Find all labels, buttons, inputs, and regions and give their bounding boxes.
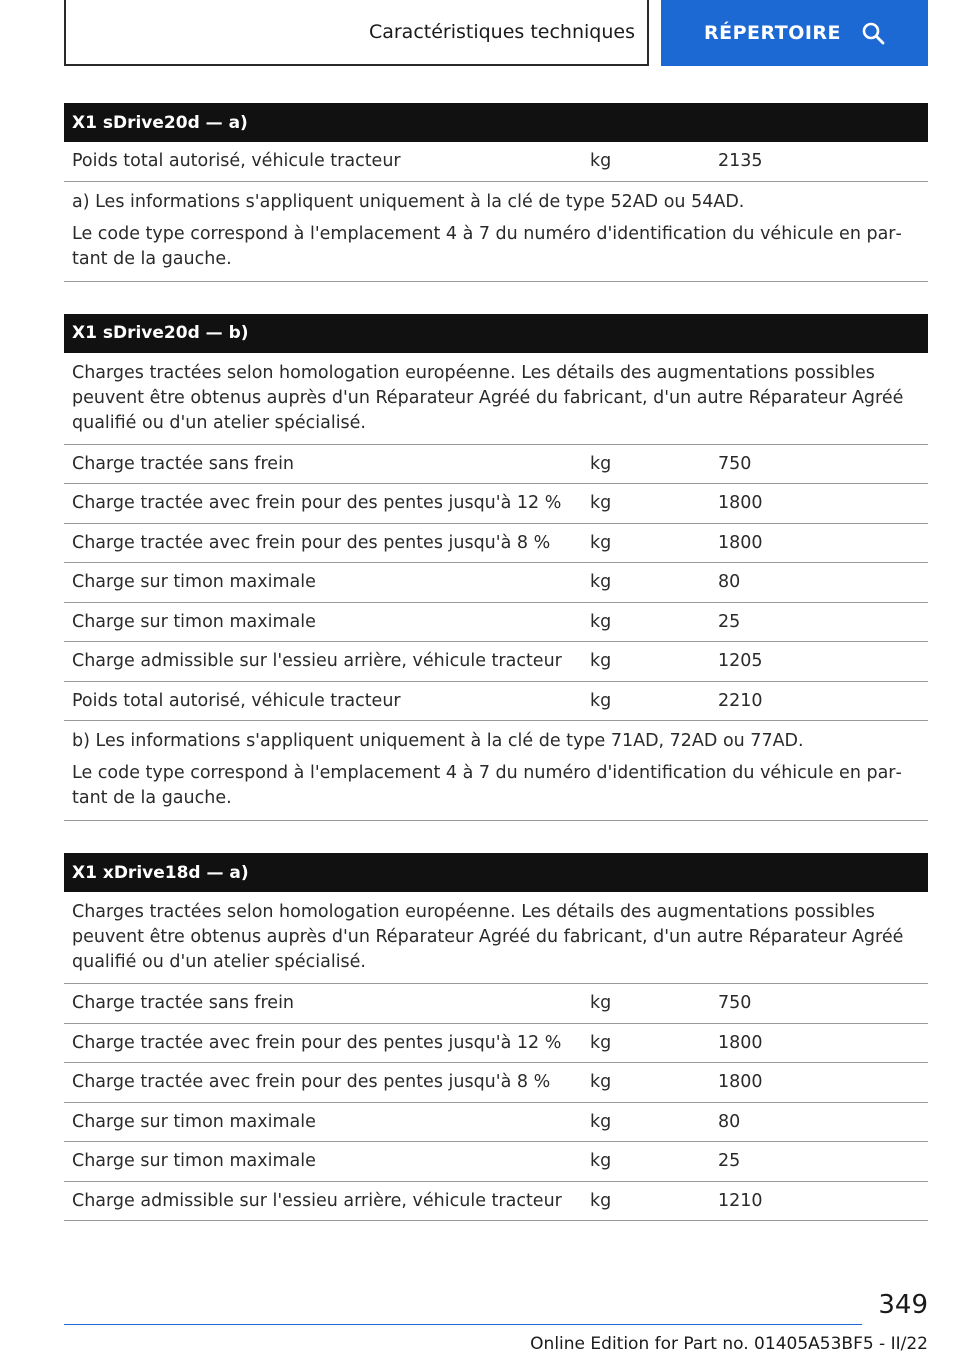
table-row bbox=[64, 1182, 928, 1222]
footnote bbox=[64, 182, 928, 282]
spec-section bbox=[64, 853, 928, 1221]
row-label: Poids total autorisé, véhicule tracteur bbox=[72, 151, 401, 172]
row-unit: kg bbox=[590, 690, 612, 711]
section-intro: Charges tractées selon homologation européenne. Les détails des augmentations possibles peuvent être obtenus auprès d'un Réparateur Agréé du fabricant, d'un autre Réparateur Agréé qualifié ou d'un atelier spécialisé. bbox=[64, 353, 928, 445]
spec-content bbox=[64, 103, 928, 1253]
page-header bbox=[64, 0, 928, 66]
section-title: X1 xDrive18d — a) bbox=[64, 853, 928, 892]
footnote-text: Le code type correspond à l'emplacement 4 à 7 du numéro d'identification du véhicule en partant de la gauche. bbox=[72, 223, 902, 269]
row-label: Poids total autorisé, véhicule tracteur bbox=[72, 690, 401, 711]
table-row bbox=[64, 1024, 928, 1064]
row-label: Charge tractée sans frein bbox=[72, 993, 295, 1014]
row-unit: kg bbox=[590, 453, 612, 474]
row-value: 1800 bbox=[718, 532, 763, 553]
row-unit: kg bbox=[590, 993, 612, 1014]
section-title: X1 sDrive20d — b) bbox=[64, 314, 928, 353]
row-value: 1210 bbox=[718, 1190, 763, 1211]
row-label: Charge tractée avec frein pour des pentes jusqu'à 8 % bbox=[72, 1072, 551, 1093]
table-row bbox=[64, 1063, 928, 1103]
table-row bbox=[64, 563, 928, 603]
section-intro: Charges tractées selon homologation européenne. Les détails des augmentations possibles peuvent être obtenus auprès d'un Réparateur Agréé du fabricant, d'un autre Réparateur Agréé qualifié ou d'un atelier spécialisé. bbox=[64, 892, 928, 984]
row-label: Charge sur timon maximale bbox=[72, 1111, 316, 1132]
row-value: 80 bbox=[718, 572, 741, 593]
table-row bbox=[64, 142, 928, 182]
table-row bbox=[64, 642, 928, 682]
row-unit: kg bbox=[590, 1151, 612, 1172]
spec-section bbox=[64, 314, 928, 822]
row-label: Charge tractée avec frein pour des pentes jusqu'à 12 % bbox=[72, 493, 562, 514]
row-unit: kg bbox=[590, 611, 612, 632]
row-label: Charge tractée sans frein bbox=[72, 453, 295, 474]
footnote-text: Le code type correspond à l'emplacement 4 à 7 du numéro d'identification du véhicule en partant de la gauche. bbox=[72, 763, 902, 808]
row-unit: kg bbox=[590, 1032, 612, 1053]
table-row bbox=[64, 682, 928, 722]
row-value: 25 bbox=[718, 1151, 741, 1172]
row-value: 750 bbox=[718, 993, 752, 1014]
table-row bbox=[64, 984, 928, 1024]
row-label: Charge admissible sur l'essieu arrière, véhicule tracteur bbox=[72, 1190, 562, 1211]
row-unit: kg bbox=[590, 151, 612, 172]
row-unit: kg bbox=[590, 572, 612, 593]
table-row bbox=[64, 445, 928, 485]
chapter-title bbox=[64, 0, 649, 66]
row-value: 2135 bbox=[718, 151, 763, 172]
row-unit: kg bbox=[590, 651, 612, 672]
row-value: 1205 bbox=[718, 651, 763, 672]
footnote bbox=[64, 721, 928, 821]
search-icon bbox=[861, 21, 885, 45]
index-button[interactable] bbox=[661, 0, 928, 66]
chapter-title-text: Caractéristiques techniques bbox=[368, 21, 635, 43]
row-unit: kg bbox=[590, 1190, 612, 1211]
row-value: 25 bbox=[718, 611, 741, 632]
table-row bbox=[64, 1103, 928, 1143]
row-label: Charge admissible sur l'essieu arrière, véhicule tracteur bbox=[72, 651, 562, 672]
row-unit: kg bbox=[590, 493, 612, 514]
table-row bbox=[64, 603, 928, 643]
table-row bbox=[64, 1142, 928, 1182]
row-label: Charge sur timon maximale bbox=[72, 611, 316, 632]
footnote-text: b) Les informations s'appliquent uniquement à la clé de type 71AD, 72AD ou 77AD. bbox=[72, 731, 804, 751]
row-value: 1800 bbox=[718, 493, 763, 514]
row-value: 1800 bbox=[718, 1032, 763, 1053]
section-title: X1 sDrive20d — a) bbox=[64, 103, 928, 142]
footer-divider bbox=[64, 1324, 862, 1325]
page-number: 349 bbox=[878, 1290, 928, 1320]
row-value: 750 bbox=[718, 453, 752, 474]
row-value: 2210 bbox=[718, 690, 763, 711]
row-unit: kg bbox=[590, 1072, 612, 1093]
footnote-text: a) Les informations s'appliquent uniquement à la clé de type 52AD ou 54AD. bbox=[72, 191, 745, 212]
row-unit: kg bbox=[590, 532, 612, 553]
row-label: Charge sur timon maximale bbox=[72, 572, 316, 593]
row-value: 80 bbox=[718, 1111, 741, 1132]
row-unit: kg bbox=[590, 1111, 612, 1132]
row-label: Charge tractée avec frein pour des pentes jusqu'à 8 % bbox=[72, 532, 551, 553]
table-row bbox=[64, 524, 928, 564]
spec-section bbox=[64, 103, 928, 282]
table-row bbox=[64, 484, 928, 524]
row-label: Charge sur timon maximale bbox=[72, 1151, 316, 1172]
row-label: Charge tractée avec frein pour des pentes jusqu'à 12 % bbox=[72, 1032, 562, 1053]
edition-text: Online Edition for Part no. 01405A53BF5 - II/22 bbox=[530, 1334, 928, 1354]
index-label: RÉPERTOIRE bbox=[703, 22, 842, 44]
row-value: 1800 bbox=[718, 1072, 763, 1093]
